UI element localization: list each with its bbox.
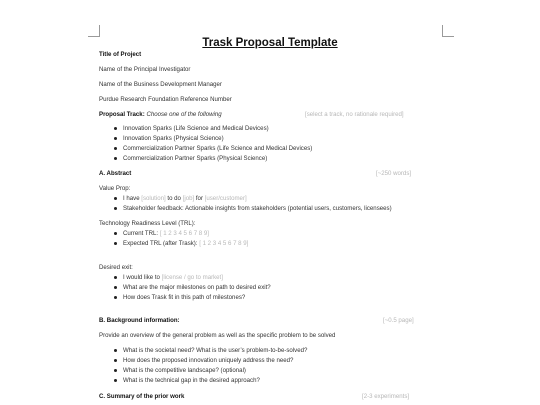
value-prop-item: I have [solution] to do [job] for [user/customer] <box>123 195 247 202</box>
background-intro: Provide an overview of the general problem as well as the specific problem to be solved <box>99 332 336 339</box>
desired-exit-item: How does Trask fit in this path of milestones? <box>123 294 246 301</box>
background-item: How does the proposed innovation uniquely address the need? <box>123 357 294 364</box>
prior-work-heading: C. Summary of the prior work <box>99 393 185 400</box>
background-item: What is the technical gap in the desired approach? <box>123 377 260 384</box>
track-option: Innovation Sparks (Life Science and Medical Devices) <box>123 125 269 132</box>
crop-mark-top-right <box>442 25 454 37</box>
prf-reference-field: Purdue Research Foundation Reference Number <box>99 96 232 103</box>
background-hint: [~0.5 page] <box>383 317 414 324</box>
background-item: What is the societal need? What is the user’s problem-to-be-solved? <box>123 347 308 354</box>
track-option: Commercialization Partner Sparks (Physical Science) <box>123 155 268 162</box>
proposal-track-line <box>99 111 222 118</box>
proposal-track-label: Proposal Track: <box>99 111 145 118</box>
value-prop-item: Stakeholder feedback: Actionable insights from stakeholders (potential users, customers, licensees) <box>123 205 392 212</box>
trl-item-expected: Expected TRL (after Trask): [ 1 2 3 4 5 6 7 8 9] <box>123 240 249 247</box>
principal-investigator-field: Name of the Principal Investigator <box>99 66 191 73</box>
track-option: Innovation Sparks (Physical Science) <box>123 135 224 142</box>
value-prop-label: Value Prop: <box>99 185 131 192</box>
desired-exit-item: What are the major milestones on path to desired exit? <box>123 284 271 291</box>
document-title: Trask Proposal Template <box>202 37 338 49</box>
proposal-track-hint: [select a track, no rationale required] <box>305 111 404 118</box>
desired-exit-label: Desired exit: <box>99 264 133 271</box>
trl-label: Technology Readiness Level (TRL): <box>99 220 196 227</box>
bd-manager-field: Name of the Business Development Manager <box>99 81 222 88</box>
background-heading: B. Background information: <box>99 317 180 324</box>
background-item: What is the competitive landscape? (optional) <box>123 367 246 374</box>
desired-exit-item: I would like to [license / go to market] <box>123 274 223 281</box>
trl-item-current: Current TRL: [ 1 2 3 4 5 6 7 8 9] <box>123 230 209 237</box>
prior-work-hint: [2-3 experiments] <box>362 393 410 400</box>
abstract-hint: [~250 words] <box>376 170 412 177</box>
crop-mark-top-left <box>88 25 100 37</box>
abstract-heading: A. Abstract <box>99 170 132 177</box>
title-of-project-field: Title of Project <box>99 51 142 58</box>
track-option: Commercialization Partner Sparks (Life Science and Medical Devices) <box>123 145 313 152</box>
proposal-track-instruction: Choose one of the following <box>146 111 222 118</box>
